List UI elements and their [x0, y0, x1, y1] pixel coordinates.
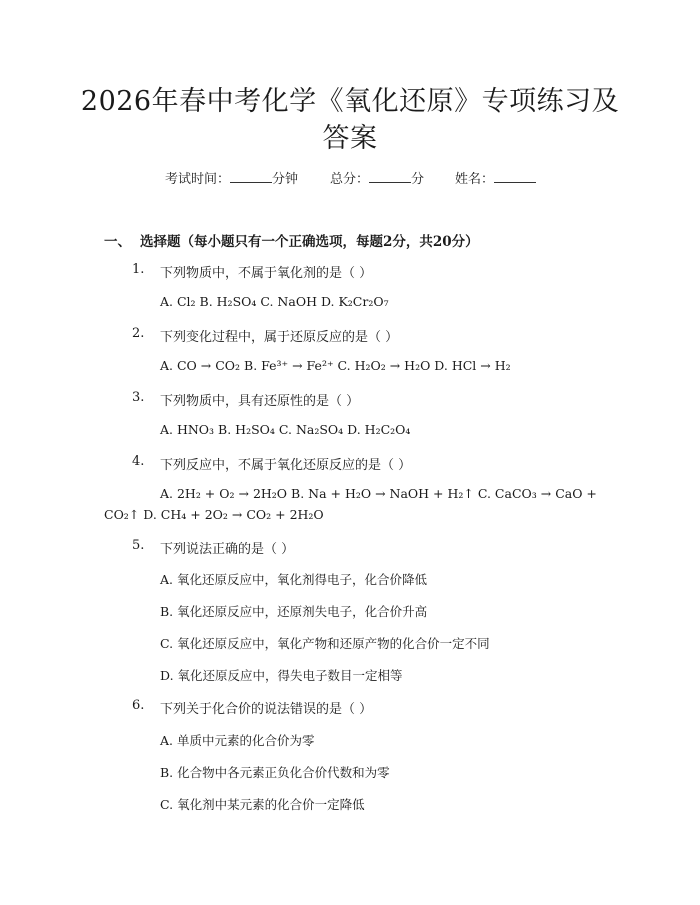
question-number: 6. [132, 698, 145, 713]
page-title-line-1: 2026年春中考化学《氧化还原》专项练习及 [80, 86, 620, 117]
time-blank[interactable] [230, 171, 272, 183]
question-text: 下列反应中，不属于氧化还原反应的是（ ） [160, 458, 412, 473]
time-unit: 分钟 [272, 172, 299, 187]
question-5-option-a: A. 氧化还原反应中，氧化剂得电子，化合价降低 [160, 572, 427, 587]
question-number: 4. [132, 454, 145, 469]
name-blank[interactable] [494, 171, 536, 183]
question-4-options-line-1: A. 2H₂ + O₂ → 2H₂O B. Na + H₂O → NaOH + H₂↑ C. CaCO₃ → CaO + [160, 486, 597, 501]
question-5-option-d: D. 氧化还原反应中，得失电子数目一定相等 [160, 668, 403, 683]
question-number: 3. [132, 390, 145, 405]
question-6-option-a: A. 单质中元素的化合价为零 [160, 733, 315, 748]
section-heading [104, 230, 479, 250]
time-field [165, 168, 298, 187]
question-4-options-line-2: CO₂↑ D. CH₄ + 2O₂ → CO₂ + 2H₂O [104, 507, 324, 522]
question-text: 下列关于化合价的说法错误的是（ ） [160, 702, 373, 717]
score-label: 总分： [330, 172, 370, 187]
question-1-options: A. Cl₂ B. H₂SO₄ C. NaOH D. K₂Cr₂O₇ [160, 294, 389, 309]
score-blank[interactable] [369, 171, 411, 183]
question-2-options: A. CO → CO₂ B. Fe³⁺ → Fe²⁺ C. H₂O₂ → H₂O D. HCl → H₂ [160, 358, 511, 373]
score-field [330, 168, 424, 187]
section-title: 选择题（每小题只有一个正确选项，每题2分，共20分） [140, 234, 479, 250]
question-6-option-b: B. 化合物中各元素正负化合价代数和为零 [160, 765, 390, 780]
question-text: 下列物质中，具有还原性的是（ ） [160, 394, 360, 409]
question-number: 2. [132, 326, 145, 341]
question-5-option-c: C. 氧化还原反应中，氧化产物和还原产物的化合价一定不同 [160, 636, 490, 651]
question-6-option-c: C. 氧化剂中某元素的化合价一定降低 [160, 797, 365, 812]
name-field [455, 168, 536, 187]
section-number: 一、 [104, 234, 131, 250]
question-number: 1. [132, 262, 145, 277]
page-title-line-2: 答案 [322, 123, 378, 154]
question-text: 下列物质中，不属于氧化剂的是（ ） [160, 266, 373, 281]
question-5-option-b: B. 氧化还原反应中，还原剂失电子，化合价升高 [160, 604, 428, 619]
score-unit: 分 [411, 172, 425, 187]
question-text: 下列变化过程中，属于还原反应的是（ ） [160, 330, 399, 345]
question-text: 下列说法正确的是（ ） [160, 542, 295, 557]
time-label: 考试时间： [165, 172, 231, 187]
question-number: 5. [132, 538, 145, 553]
question-3-options: A. HNO₃ B. H₂SO₄ C. Na₂SO₄ D. H₂C₂O₄ [160, 422, 411, 437]
name-label: 姓名： [455, 172, 495, 187]
